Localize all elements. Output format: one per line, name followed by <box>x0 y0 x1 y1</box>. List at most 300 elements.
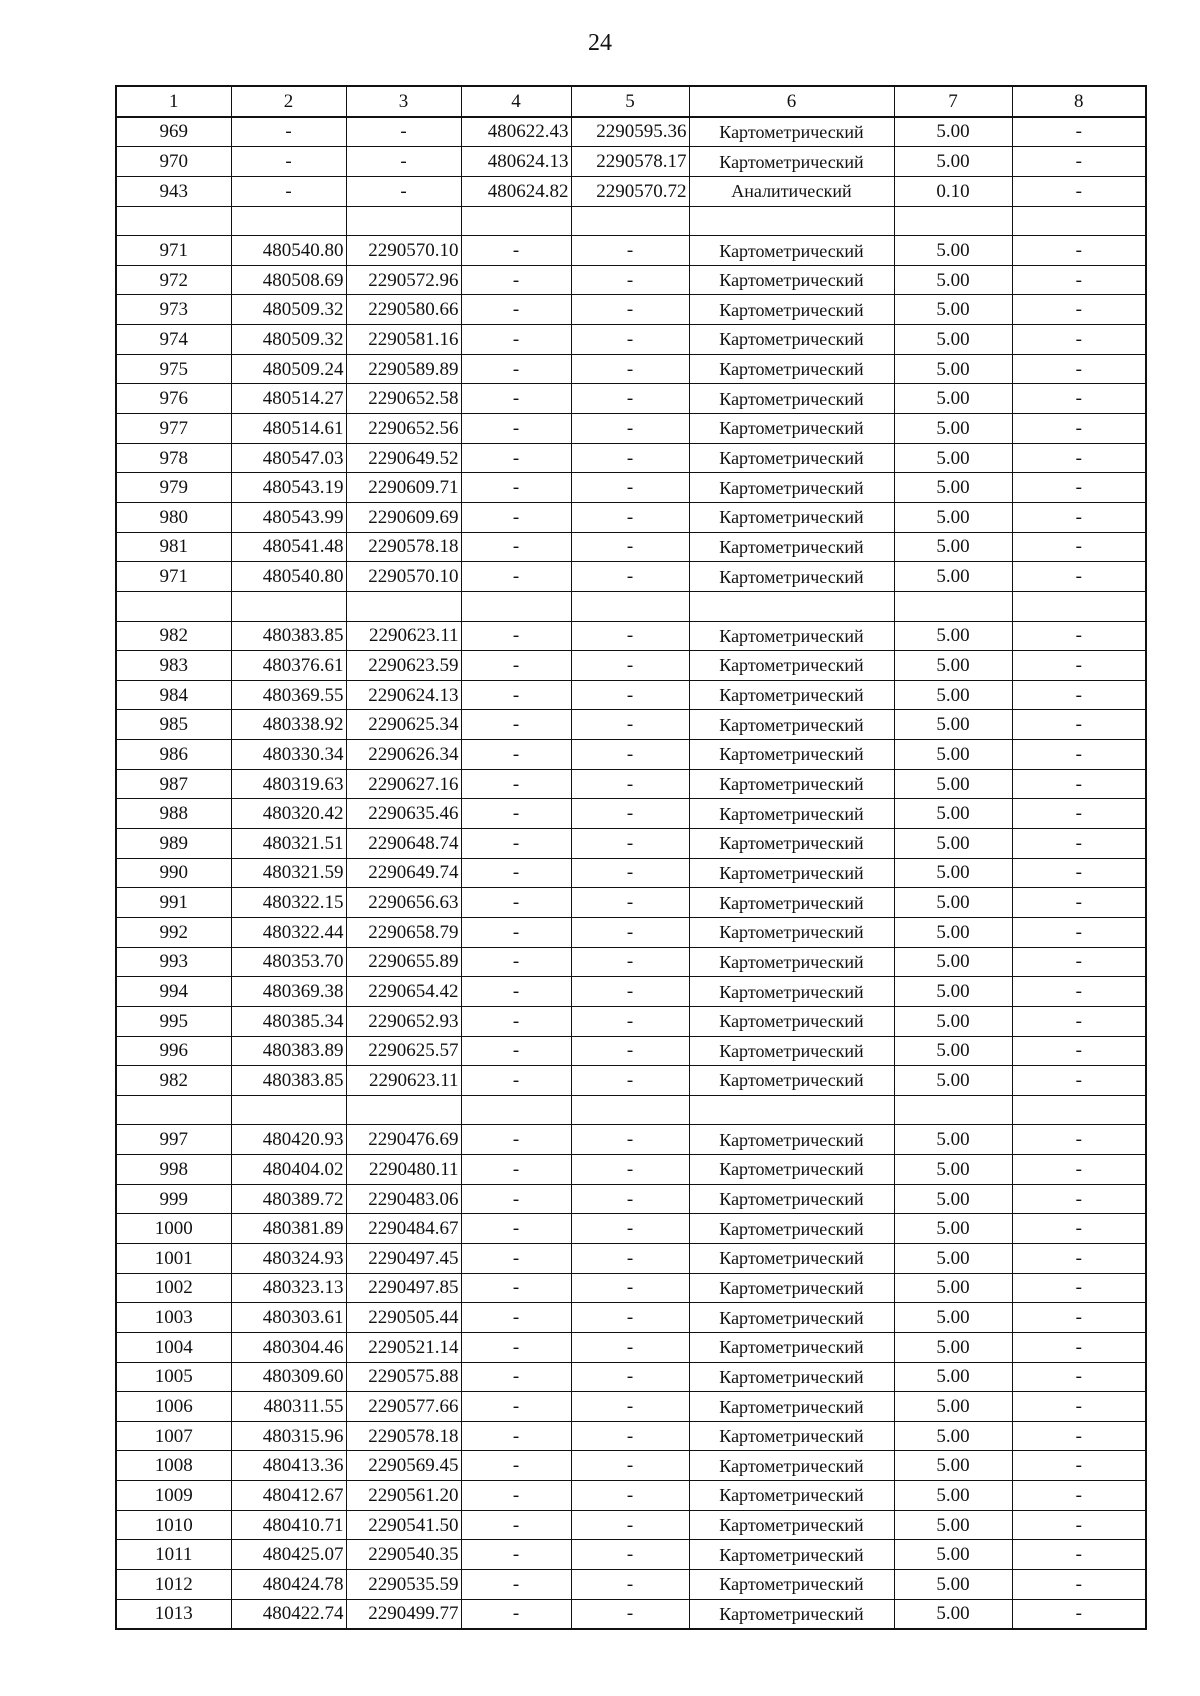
method-cell: Картометрический <box>689 829 894 859</box>
table-row <box>116 1214 1146 1244</box>
table-row <box>116 562 1146 592</box>
y-new-cell: - <box>571 384 689 414</box>
x-new-cell: - <box>461 443 571 473</box>
description-cell: - <box>1012 799 1146 829</box>
accuracy-cell: 5.00 <box>894 1125 1012 1155</box>
table-row <box>116 236 1146 266</box>
point-number-cell: 985 <box>116 710 231 740</box>
x-new-cell <box>461 206 571 236</box>
table-row <box>116 769 1146 799</box>
x-new-cell: - <box>461 947 571 977</box>
point-number-cell: 979 <box>116 473 231 503</box>
x-old-cell <box>231 591 346 621</box>
x-new-cell: 480624.13 <box>461 147 571 177</box>
y-old-cell: 2290625.57 <box>346 1036 461 1066</box>
y-old-cell: - <box>346 176 461 206</box>
method-cell: Картометрический <box>689 473 894 503</box>
accuracy-cell: 5.00 <box>894 1540 1012 1570</box>
table-row <box>116 1392 1146 1422</box>
description-cell: - <box>1012 1362 1146 1392</box>
table-row <box>116 947 1146 977</box>
accuracy-cell: 5.00 <box>894 265 1012 295</box>
method-cell: Картометрический <box>689 1570 894 1600</box>
point-number-cell: 1000 <box>116 1214 231 1244</box>
x-old-cell: - <box>231 176 346 206</box>
x-old-cell: 480509.32 <box>231 325 346 355</box>
column-header: 5 <box>571 86 689 117</box>
y-new-cell: - <box>571 1303 689 1333</box>
point-number-cell: 993 <box>116 947 231 977</box>
accuracy-cell: 5.00 <box>894 829 1012 859</box>
y-old-cell: 2290570.10 <box>346 562 461 592</box>
description-cell: - <box>1012 1243 1146 1273</box>
y-new-cell: - <box>571 977 689 1007</box>
description-cell: - <box>1012 414 1146 444</box>
y-old-cell: 2290497.45 <box>346 1243 461 1273</box>
method-cell: Картометрический <box>689 1036 894 1066</box>
description-cell: - <box>1012 1303 1146 1333</box>
table-row <box>116 443 1146 473</box>
table-row <box>116 1599 1146 1629</box>
x-new-cell: - <box>461 265 571 295</box>
accuracy-cell: 5.00 <box>894 1451 1012 1481</box>
x-new-cell: - <box>461 1036 571 1066</box>
accuracy-cell: 5.00 <box>894 325 1012 355</box>
x-old-cell: 480324.93 <box>231 1243 346 1273</box>
x-new-cell: - <box>461 414 571 444</box>
y-new-cell: - <box>571 1392 689 1422</box>
method-cell <box>689 591 894 621</box>
x-old-cell: 480381.89 <box>231 1214 346 1244</box>
point-number-cell: 969 <box>116 117 231 147</box>
table-row <box>116 1303 1146 1333</box>
table-row <box>116 1332 1146 1362</box>
x-old-cell: 480420.93 <box>231 1125 346 1155</box>
x-new-cell: - <box>461 1599 571 1629</box>
x-old-cell: 480322.44 <box>231 917 346 947</box>
method-cell: Картометрический <box>689 1332 894 1362</box>
description-cell <box>1012 591 1146 621</box>
x-old-cell: 480543.19 <box>231 473 346 503</box>
accuracy-cell: 5.00 <box>894 1155 1012 1185</box>
x-new-cell: - <box>461 354 571 384</box>
description-cell: - <box>1012 1125 1146 1155</box>
separator-row <box>116 591 1146 621</box>
accuracy-cell: 5.00 <box>894 414 1012 444</box>
point-number-cell: 983 <box>116 651 231 681</box>
method-cell: Картометрический <box>689 1243 894 1273</box>
y-new-cell: - <box>571 1332 689 1362</box>
y-new-cell: - <box>571 562 689 592</box>
method-cell: Картометрический <box>689 1362 894 1392</box>
accuracy-cell <box>894 206 1012 236</box>
y-old-cell: 2290484.67 <box>346 1214 461 1244</box>
accuracy-cell <box>894 1095 1012 1125</box>
y-old-cell: 2290624.13 <box>346 680 461 710</box>
x-new-cell: - <box>461 621 571 651</box>
description-cell: - <box>1012 1184 1146 1214</box>
point-number-cell: 989 <box>116 829 231 859</box>
point-number-cell: 1013 <box>116 1599 231 1629</box>
method-cell: Картометрический <box>689 858 894 888</box>
column-header: 6 <box>689 86 894 117</box>
table-row <box>116 621 1146 651</box>
y-new-cell: - <box>571 1540 689 1570</box>
method-cell: Картометрический <box>689 354 894 384</box>
y-old-cell: 2290499.77 <box>346 1599 461 1629</box>
method-cell: Картометрический <box>689 1273 894 1303</box>
y-new-cell: - <box>571 858 689 888</box>
y-old-cell: 2290654.42 <box>346 977 461 1007</box>
x-new-cell: - <box>461 1303 571 1333</box>
y-new-cell: - <box>571 443 689 473</box>
point-number-cell: 996 <box>116 1036 231 1066</box>
x-old-cell: 480303.61 <box>231 1303 346 1333</box>
accuracy-cell: 5.00 <box>894 562 1012 592</box>
accuracy-cell: 5.00 <box>894 621 1012 651</box>
table-row <box>116 1362 1146 1392</box>
method-cell: Картометрический <box>689 769 894 799</box>
table-row <box>116 117 1146 147</box>
x-old-cell: 480376.61 <box>231 651 346 681</box>
table-row <box>116 532 1146 562</box>
x-old-cell: 480541.48 <box>231 532 346 562</box>
method-cell: Картометрический <box>689 1125 894 1155</box>
y-new-cell: - <box>571 1599 689 1629</box>
accuracy-cell: 5.00 <box>894 1066 1012 1096</box>
point-number-cell: 1010 <box>116 1510 231 1540</box>
description-cell: - <box>1012 443 1146 473</box>
table-row <box>116 829 1146 859</box>
description-cell: - <box>1012 1481 1146 1511</box>
description-cell: - <box>1012 1273 1146 1303</box>
y-new-cell: - <box>571 651 689 681</box>
x-new-cell: - <box>461 799 571 829</box>
y-old-cell: 2290652.58 <box>346 384 461 414</box>
point-number-cell: 975 <box>116 354 231 384</box>
description-cell: - <box>1012 651 1146 681</box>
table-row <box>116 1451 1146 1481</box>
table-row <box>116 1510 1146 1540</box>
y-new-cell: - <box>571 532 689 562</box>
table-row <box>116 799 1146 829</box>
y-new-cell: - <box>571 769 689 799</box>
table-row <box>116 176 1146 206</box>
point-number-cell: 987 <box>116 769 231 799</box>
accuracy-cell: 5.00 <box>894 443 1012 473</box>
accuracy-cell: 5.00 <box>894 384 1012 414</box>
y-old-cell: 2290581.16 <box>346 325 461 355</box>
y-old-cell: 2290627.16 <box>346 769 461 799</box>
y-old-cell: 2290578.18 <box>346 532 461 562</box>
x-new-cell: - <box>461 888 571 918</box>
description-cell: - <box>1012 1421 1146 1451</box>
accuracy-cell: 5.00 <box>894 917 1012 947</box>
y-new-cell: - <box>571 236 689 266</box>
table-row <box>116 1273 1146 1303</box>
column-header: 7 <box>894 86 1012 117</box>
x-new-cell: - <box>461 1540 571 1570</box>
point-number-cell: 990 <box>116 858 231 888</box>
y-old-cell: 2290609.69 <box>346 502 461 532</box>
method-cell: Картометрический <box>689 325 894 355</box>
accuracy-cell: 5.00 <box>894 502 1012 532</box>
description-cell: - <box>1012 265 1146 295</box>
x-old-cell: 480321.59 <box>231 858 346 888</box>
description-cell: - <box>1012 532 1146 562</box>
method-cell: Картометрический <box>689 680 894 710</box>
table-row <box>116 1421 1146 1451</box>
point-number-cell: 982 <box>116 1066 231 1096</box>
accuracy-cell: 5.00 <box>894 1273 1012 1303</box>
method-cell: Картометрический <box>689 117 894 147</box>
x-old-cell: 480319.63 <box>231 769 346 799</box>
description-cell: - <box>1012 1510 1146 1540</box>
point-number-cell: 970 <box>116 147 231 177</box>
description-cell: - <box>1012 562 1146 592</box>
point-number-cell: 981 <box>116 532 231 562</box>
y-old-cell: 2290609.71 <box>346 473 461 503</box>
method-cell: Картометрический <box>689 1392 894 1422</box>
x-new-cell: - <box>461 1362 571 1392</box>
point-number-cell: 1008 <box>116 1451 231 1481</box>
y-old-cell: 2290570.10 <box>346 236 461 266</box>
table-row <box>116 1006 1146 1036</box>
point-number-cell: 1003 <box>116 1303 231 1333</box>
point-number-cell: 1004 <box>116 1332 231 1362</box>
y-old-cell: 2290658.79 <box>346 917 461 947</box>
method-cell: Картометрический <box>689 1214 894 1244</box>
method-cell: Картометрический <box>689 1599 894 1629</box>
method-cell: Картометрический <box>689 1451 894 1481</box>
y-old-cell: 2290575.88 <box>346 1362 461 1392</box>
point-number-cell: 1002 <box>116 1273 231 1303</box>
page-number: 24 <box>588 30 612 56</box>
y-new-cell: - <box>571 1510 689 1540</box>
description-cell: - <box>1012 502 1146 532</box>
table-row <box>116 384 1146 414</box>
x-new-cell: - <box>461 295 571 325</box>
x-old-cell: - <box>231 147 346 177</box>
method-cell: Картометрический <box>689 236 894 266</box>
y-new-cell: - <box>571 1273 689 1303</box>
accuracy-cell: 5.00 <box>894 473 1012 503</box>
y-new-cell: 2290570.72 <box>571 176 689 206</box>
description-cell: - <box>1012 858 1146 888</box>
y-new-cell: - <box>571 799 689 829</box>
x-old-cell: 480509.32 <box>231 295 346 325</box>
x-old-cell: 480323.13 <box>231 1273 346 1303</box>
y-old-cell: 2290625.34 <box>346 710 461 740</box>
description-cell: - <box>1012 888 1146 918</box>
y-old-cell: 2290497.85 <box>346 1273 461 1303</box>
method-cell: Картометрический <box>689 710 894 740</box>
accuracy-cell: 5.00 <box>894 888 1012 918</box>
point-number-cell: 999 <box>116 1184 231 1214</box>
description-cell: - <box>1012 1332 1146 1362</box>
accuracy-cell: 5.00 <box>894 1036 1012 1066</box>
y-new-cell <box>571 591 689 621</box>
x-new-cell: - <box>461 1125 571 1155</box>
description-cell: - <box>1012 917 1146 947</box>
point-number-cell: 1001 <box>116 1243 231 1273</box>
x-new-cell: - <box>461 1155 571 1185</box>
method-cell: Картометрический <box>689 1540 894 1570</box>
x-new-cell: - <box>461 740 571 770</box>
x-old-cell: 480424.78 <box>231 1570 346 1600</box>
accuracy-cell: 5.00 <box>894 1214 1012 1244</box>
table-row <box>116 680 1146 710</box>
y-new-cell: - <box>571 502 689 532</box>
accuracy-cell: 5.00 <box>894 1303 1012 1333</box>
y-old-cell: 2290505.44 <box>346 1303 461 1333</box>
y-old-cell: - <box>346 147 461 177</box>
accuracy-cell: 5.00 <box>894 354 1012 384</box>
table-row <box>116 888 1146 918</box>
description-cell: - <box>1012 1066 1146 1096</box>
description-cell: - <box>1012 1570 1146 1600</box>
point-number-cell: 1005 <box>116 1362 231 1392</box>
point-number-cell: 992 <box>116 917 231 947</box>
point-number-cell: 976 <box>116 384 231 414</box>
accuracy-cell: 5.00 <box>894 1510 1012 1540</box>
description-cell: - <box>1012 1214 1146 1244</box>
accuracy-cell: 5.00 <box>894 710 1012 740</box>
y-old-cell: 2290655.89 <box>346 947 461 977</box>
point-number-cell: 973 <box>116 295 231 325</box>
x-new-cell: - <box>461 384 571 414</box>
x-new-cell <box>461 1095 571 1125</box>
accuracy-cell: 5.00 <box>894 147 1012 177</box>
accuracy-cell: 5.00 <box>894 1362 1012 1392</box>
x-new-cell: 480622.43 <box>461 117 571 147</box>
accuracy-cell: 5.00 <box>894 1599 1012 1629</box>
y-new-cell: - <box>571 829 689 859</box>
y-new-cell <box>571 1095 689 1125</box>
description-cell: - <box>1012 680 1146 710</box>
y-new-cell: - <box>571 1421 689 1451</box>
y-new-cell: - <box>571 1362 689 1392</box>
table-row <box>116 977 1146 1007</box>
y-new-cell: - <box>571 710 689 740</box>
method-cell: Картометрический <box>689 799 894 829</box>
x-new-cell: - <box>461 1421 571 1451</box>
table-row <box>116 710 1146 740</box>
x-old-cell: 480320.42 <box>231 799 346 829</box>
accuracy-cell: 5.00 <box>894 1481 1012 1511</box>
y-new-cell: - <box>571 1125 689 1155</box>
method-cell: Картометрический <box>689 651 894 681</box>
table-row <box>116 1481 1146 1511</box>
y-new-cell: - <box>571 414 689 444</box>
point-number-cell: 988 <box>116 799 231 829</box>
accuracy-cell: 0.10 <box>894 176 1012 206</box>
x-new-cell: - <box>461 651 571 681</box>
x-old-cell: 480309.60 <box>231 1362 346 1392</box>
point-number-cell: 1007 <box>116 1421 231 1451</box>
x-old-cell: 480315.96 <box>231 1421 346 1451</box>
x-new-cell: - <box>461 680 571 710</box>
x-old-cell: 480540.80 <box>231 562 346 592</box>
x-old-cell: 480369.38 <box>231 977 346 1007</box>
method-cell: Картометрический <box>689 502 894 532</box>
method-cell: Картометрический <box>689 740 894 770</box>
accuracy-cell: 5.00 <box>894 295 1012 325</box>
y-new-cell: - <box>571 1451 689 1481</box>
description-cell <box>1012 1095 1146 1125</box>
x-new-cell: - <box>461 1451 571 1481</box>
x-old-cell: 480514.61 <box>231 414 346 444</box>
x-old-cell: 480385.34 <box>231 1006 346 1036</box>
table-row <box>116 1184 1146 1214</box>
y-new-cell <box>571 206 689 236</box>
y-new-cell: - <box>571 473 689 503</box>
table-row <box>116 858 1146 888</box>
y-new-cell: - <box>571 680 689 710</box>
accuracy-cell: 5.00 <box>894 740 1012 770</box>
x-new-cell: - <box>461 1570 571 1600</box>
point-number-cell <box>116 206 231 236</box>
x-new-cell: - <box>461 917 571 947</box>
y-new-cell: - <box>571 947 689 977</box>
point-number-cell <box>116 1095 231 1125</box>
accuracy-cell: 5.00 <box>894 680 1012 710</box>
description-cell: - <box>1012 236 1146 266</box>
accuracy-cell: 5.00 <box>894 1570 1012 1600</box>
description-cell: - <box>1012 947 1146 977</box>
x-old-cell: 480389.72 <box>231 1184 346 1214</box>
point-number-cell: 1009 <box>116 1481 231 1511</box>
x-new-cell: - <box>461 236 571 266</box>
x-old-cell: 480330.34 <box>231 740 346 770</box>
method-cell: Картометрический <box>689 384 894 414</box>
method-cell: Картометрический <box>689 1481 894 1511</box>
y-old-cell: 2290626.34 <box>346 740 461 770</box>
description-cell: - <box>1012 1540 1146 1570</box>
method-cell: Картометрический <box>689 917 894 947</box>
point-number-cell: 982 <box>116 621 231 651</box>
x-old-cell <box>231 1095 346 1125</box>
y-new-cell: - <box>571 325 689 355</box>
y-old-cell: 2290589.89 <box>346 354 461 384</box>
coordinates-table <box>115 85 1147 1630</box>
method-cell <box>689 206 894 236</box>
y-old-cell: 2290652.93 <box>346 1006 461 1036</box>
accuracy-cell: 5.00 <box>894 977 1012 1007</box>
point-number-cell: 1006 <box>116 1392 231 1422</box>
method-cell: Картометрический <box>689 1155 894 1185</box>
x-old-cell: 480422.74 <box>231 1599 346 1629</box>
x-new-cell: - <box>461 325 571 355</box>
column-header: 3 <box>346 86 461 117</box>
method-cell: Аналитический <box>689 176 894 206</box>
x-old-cell: - <box>231 117 346 147</box>
method-cell: Картометрический <box>689 621 894 651</box>
y-new-cell: - <box>571 354 689 384</box>
x-old-cell: 480322.15 <box>231 888 346 918</box>
y-old-cell: 2290578.18 <box>346 1421 461 1451</box>
x-old-cell: 480509.24 <box>231 354 346 384</box>
method-cell: Картометрический <box>689 1184 894 1214</box>
method-cell: Картометрический <box>689 1066 894 1096</box>
method-cell: Картометрический <box>689 1006 894 1036</box>
y-old-cell: 2290480.11 <box>346 1155 461 1185</box>
y-new-cell: - <box>571 1481 689 1511</box>
table-row <box>116 1066 1146 1096</box>
method-cell: Картометрический <box>689 147 894 177</box>
y-old-cell: - <box>346 117 461 147</box>
y-old-cell <box>346 1095 461 1125</box>
